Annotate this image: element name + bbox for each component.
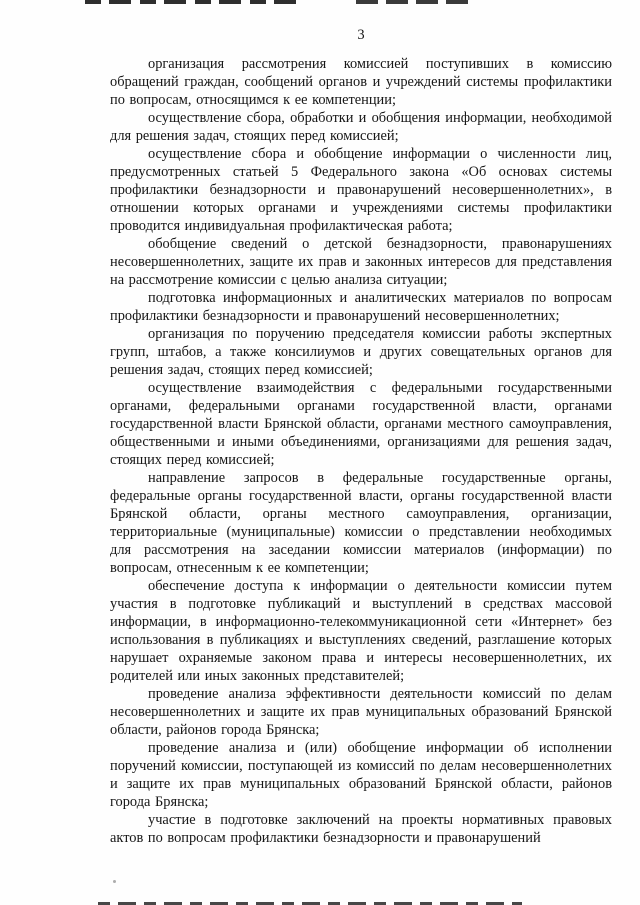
- paragraph: обеспечение доступа к информации о деятельности комиссии путем участия в подготовке публикаций и выступлений в средствах массовой информации, в информационно-телекоммуникационной сети «Интернет» без использования в публикациях и выступлениях сведений, разглашение которых нарушает охраняемые законом права и интересы несовершеннолетних, их родителей или иных законных представителей;: [110, 578, 612, 684]
- paragraph: направление запросов в федеральные государственные органы, федеральные органы государственной власти, органы государственной власти Брянской области, органы местного самоуправления, организации, территориальные (муниципальные) комиссии о представлении необходимых для рассмотрения на заседании комиссии материалов (информации) по вопросам, отнесенным к ее компетенции;: [110, 470, 612, 576]
- paragraph: организация по поручению председателя комиссии работы экспертных групп, штабов, а также консилиумов и других совещательных органов для решения задач, стоящих перед комиссией;: [110, 326, 612, 378]
- paragraph: участие в подготовке заключений на проекты нормативных правовых актов по вопросам профилактики безнадзорности и правонарушений: [110, 812, 612, 846]
- paragraph: обобщение сведений о детской безнадзорности, правонарушениях несовершеннолетних, защите их прав и законных интересов для представления на рассмотрение комиссии с целью анализа ситуации;: [110, 236, 612, 288]
- scan-artifact-top-left: [85, 0, 303, 4]
- paragraph: организация рассмотрения комиссией поступивших в комиссию обращений граждан, сообщений органов и учреждений системы профилактики по вопросам, относящимся к ее компетенции;: [110, 56, 612, 108]
- page-number: 3: [357, 27, 365, 43]
- paragraph: подготовка информационных и аналитических материалов по вопросам профилактики безнадзорности и правонарушений несовершеннолетних;: [110, 290, 612, 324]
- scan-artifact-top-right: [356, 0, 476, 4]
- paragraph: проведение анализа и (или) обобщение информации об исполнении поручений комиссии, поступающей из комиссий по делам несовершеннолетних и защите их прав муниципальных образований Брянской области, районов города Брянска;: [110, 740, 612, 810]
- paragraph: осуществление взаимодействия с федеральными государственными органами, федеральными органами государственной власти, органами государственной власти Брянской области, органами местного самоуправления, общественными и иными объединениями, организациями для решения задач, стоящих перед комиссией;: [110, 380, 612, 468]
- paragraph: проведение анализа эффективности деятельности комиссий по делам несовершеннолетних и защите их прав муниципальных образований Брянской области, районов города Брянска;: [110, 686, 612, 738]
- text-block: [110, 26, 612, 847]
- paragraph: осуществление сбора и обобщение информации о численности лиц, предусмотренных статьей 5 Федерального закона «Об основах системы профилактики безнадзорности и правонарушений несовершеннолетних», в отношении которых органами и учреждениями системы профилактики проводится индивидуальная профилактическая работа;: [110, 146, 612, 234]
- scan-speck: [113, 880, 116, 883]
- paragraph: осуществление сбора, обработки и обобщения информации, необходимой для решения задач, стоящих перед комиссией;: [110, 110, 612, 144]
